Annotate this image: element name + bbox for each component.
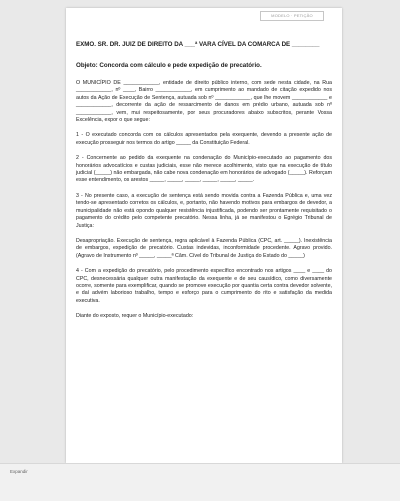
paragraph-4: 4 - Com a expedição do precatório, pelo procedimento específico encontrado nos artigos ____ e ____ do CPC, desnecessária qualquer outra manifestação da exequente e de seu causídico, como diversamente ocorre, somente para exemplificar, quando se promove execução por quantia certa contra devedor solvente, e daí advém laborioso trabalho, tempo e esforço para o cumprimento do rito e satisfação da medida executiva. [76, 268, 332, 304]
expand-link[interactable]: Expandir [10, 469, 28, 474]
document-object-line: Objeto: Concorda com cálculo e pede expedição de precatório. [76, 62, 262, 69]
document-body [76, 40, 332, 329]
paragraph-closing: Diante do exposto, requer o Município-executado: [76, 313, 194, 320]
viewer-footer [0, 463, 400, 501]
document-stamp: MODELO · PETIÇÃO [260, 11, 324, 21]
document-heading: EXMO. SR. DR. JUIZ DE DIREITO DA ___ª VARA CÍVEL DA COMARCA DE ________ [76, 41, 320, 48]
paragraph-quote: Desapropriação. Execução de sentença, regra aplicável à Fazenda Pública (CPC, art. _____). Inexistência de embargos, expedição de precatório. Custas indevidas, inconformidade procedente. Agravo provido. (Agravo de Instrumento nº _____, _____ª Câm. Cível do Tribunal de Justiça do Estado do _____) [76, 237, 332, 259]
paragraph-intro: O MUNICÍPIO DE ____________, entidade de direito público interno, com sede nesta cidade, na Rua ____________, nº ____, Bairro ____________, em cumprimento ao mandado de citação expedido nos autos da Ação de Execução de Sentença, autuada sob nº ____________, que lhe movem ____________ e ____________, decorrente da ação de ressarcimento de danos em prédio urbano, autuada sob nº ____________, vem, mui respeitosamente, por seus procuradores abaixo subscritos, perante Vossa Excelência, expor o que segue: [76, 80, 332, 124]
paragraph-3: 3 - No presente caso, a execução de sentença está sendo movida contra a Fazenda Pública e, uma vez tendo-se apresentado corretos os cálculos, e, portanto, não havendo motivos para embargos de devedor, a municipalidade não está opondo qualquer resistência injustificada, podendo ser prontamente requisitado o pagamento do crédito pelo competente precatório. Nessa linha, já se manifestou o Egrégio Tribunal de Justiça: [76, 192, 332, 229]
paragraph-1: 1 - O executado concorda com os cálculos apresentados pela exequente, devendo a presente ação de execução prosseguir nos termos do artigo _____ da Constituição Federal. [76, 132, 332, 146]
paragraph-2: 2 - Concernente ao pedido da exequente na condenação do Município-executado ao pagamento dos honorários advocatícios e custas judiciais, esse não merece acolhimento, visto que na execução de título judicial (_____) não embargada, não cabe nova condenação em honorários de advogado (_____). Reforçam esse entendimento, os arestos _____, _____, _____, _____, _____, _____. [76, 155, 332, 184]
document-page [66, 8, 342, 463]
